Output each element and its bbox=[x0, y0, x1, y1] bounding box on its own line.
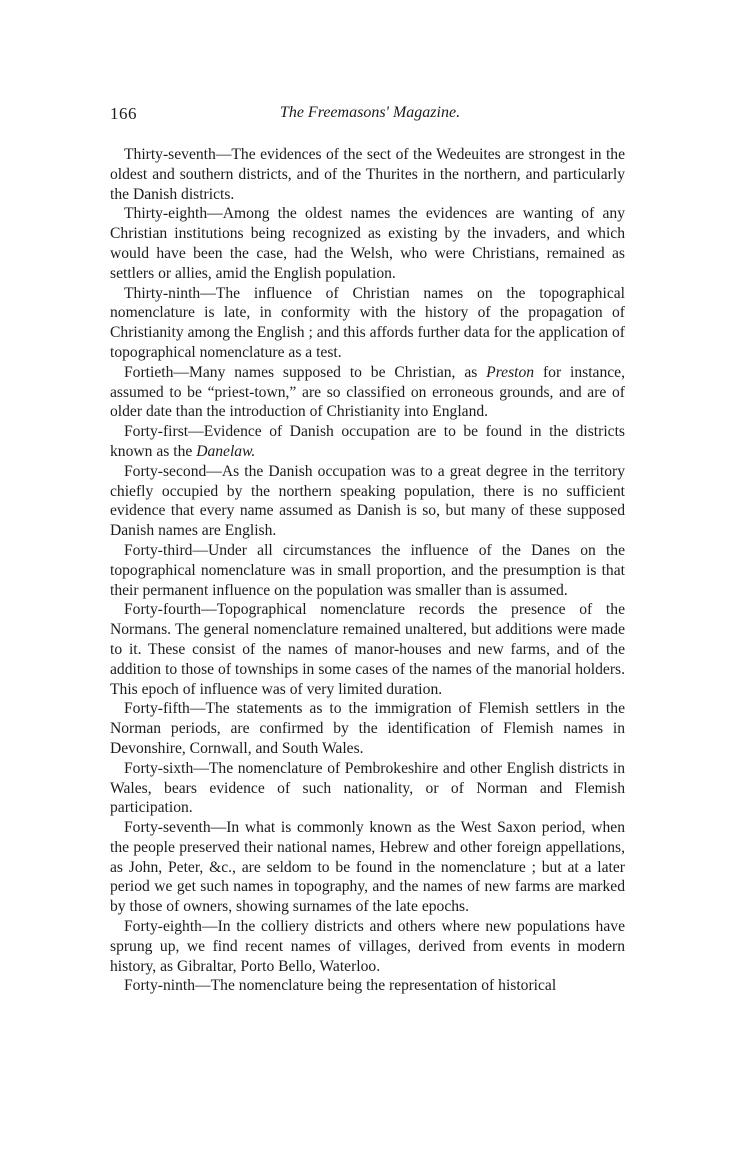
paragraph-lead: Forty-first bbox=[124, 423, 189, 441]
paragraph-text: —Topographical nomenclature records the presence of the Normans. The general nomenclature remained unaltered, but additions were made to it. These consist of the names of manor-houses and new farms, and of the addition to those of townships in some cases of the names of the manorial holders. This epoch of influence was of very limited duration. bbox=[110, 601, 625, 698]
article-body bbox=[110, 145, 625, 996]
paragraph-forty-first bbox=[110, 422, 625, 462]
paragraph-thirty-ninth bbox=[110, 284, 625, 363]
paragraph-text: —The nomenclature being the representation of historical bbox=[195, 977, 557, 995]
paragraph-lead: Fortieth bbox=[124, 363, 174, 381]
paragraph-lead: Thirty-eighth bbox=[124, 205, 208, 223]
paragraph-forty-second bbox=[110, 462, 625, 541]
page-header bbox=[110, 104, 630, 128]
paragraph-forty-eighth bbox=[110, 917, 625, 976]
paragraph-forty-seventh bbox=[110, 818, 625, 917]
paragraph-thirty-eighth bbox=[110, 204, 625, 283]
running-title: The Freemasons' Magazine. bbox=[279, 104, 461, 121]
paragraph-lead: Forty-eighth bbox=[124, 918, 202, 936]
paragraph-forty-sixth bbox=[110, 759, 625, 818]
paragraph-text-after: for instance, assumed to be “priest-town,” are so classified on erroneous grounds, and are of older date than the introduction of Christianity into England. bbox=[110, 363, 625, 421]
paragraph-fortieth bbox=[110, 363, 625, 422]
paragraph-lead: Thirty-seventh bbox=[124, 146, 216, 163]
paragraph-text-before: —Many names supposed to be Christian, as bbox=[173, 363, 487, 381]
paragraph-text: —The statements as to the immigration of Flemish settlers in the Norman periods, are confirmed by the identification of Flemish names in Devonshire, Cornwall, and South Wales. bbox=[110, 700, 625, 757]
paragraph-lead: Forty-seventh bbox=[124, 819, 211, 837]
paragraph-text: —Under all circumstances the influence of the Danes on the topographical nomenclature was in small proportion, and the presumption is that their permanent influence on the population was smaller than is assumed. bbox=[110, 541, 625, 599]
italic-term: Danelaw. bbox=[196, 442, 256, 460]
paragraph-lead: Forty-fifth bbox=[124, 700, 190, 718]
paragraph-forty-third bbox=[110, 541, 625, 600]
paragraph-text: —The nomenclature of Pembrokeshire and other English districts in Wales, bears evidence of such nationality, or of Norman and Flemish participation. bbox=[110, 759, 625, 817]
paragraph-lead: Forty-third bbox=[124, 541, 193, 559]
paragraph-lead: Forty-fourth bbox=[124, 601, 202, 619]
paragraph-lead: Thirty-ninth bbox=[124, 284, 201, 302]
paragraph-lead: Forty-ninth bbox=[124, 977, 196, 995]
paragraph-thirty-seventh bbox=[110, 145, 625, 204]
paragraph-text-before: —Evidence of Danish occupation are to be found in the districts known as the bbox=[110, 423, 625, 460]
paragraph-lead: Forty-second bbox=[124, 462, 207, 480]
paragraph-forty-ninth bbox=[110, 976, 625, 996]
paragraph-text: —The evidences of the sect of the Wedeuites are strongest in the oldest and southern districts, and of the Thurites in the northern, and particularly the Danish districts. bbox=[110, 146, 625, 203]
paragraph-text: —Among the oldest names the evidences are wanting of any Christian institutions being recognized as existing by the invaders, and which would have been the case, had the Welsh, who were Christians, remained as settlers or allies, amid the English population. bbox=[110, 205, 625, 282]
paragraph-forty-fourth bbox=[110, 600, 625, 699]
paragraph-forty-fifth bbox=[110, 699, 625, 758]
paragraph-lead: Forty-sixth bbox=[124, 759, 194, 777]
paragraph-text: —As the Danish occupation was to a great degree in the territory chiefly occupied by the northern speaking population, there is no sufficient evidence that every name assumed as Danish is so, but many of these supposed Danish names are English. bbox=[110, 462, 625, 540]
paragraph-text: —In the colliery districts and others where new populations have sprung up, we find recent names of villages, derived from events in modern history, as Gibraltar, Porto Bello, Waterloo. bbox=[110, 918, 625, 975]
page-number: 166 bbox=[110, 104, 137, 123]
italic-term: Preston bbox=[486, 363, 535, 381]
paragraph-text: —The influence of Christian names on the topographical nomenclature is late, in conformity with the history of the propagation of Christianity among the English ; and this affords further data for the application of topographical nomenclature as a test. bbox=[110, 284, 625, 361]
paragraph-text: —In what is commonly known as the West Saxon period, when the people preserved their national names, Hebrew and other foreign appellations, as John, Peter, &c., are seldom to be found in the nomenclature ; but at a later period we get such names in topography, and the names of new farms are marked by those of owners, showing surnames of the late epochs. bbox=[110, 819, 625, 916]
